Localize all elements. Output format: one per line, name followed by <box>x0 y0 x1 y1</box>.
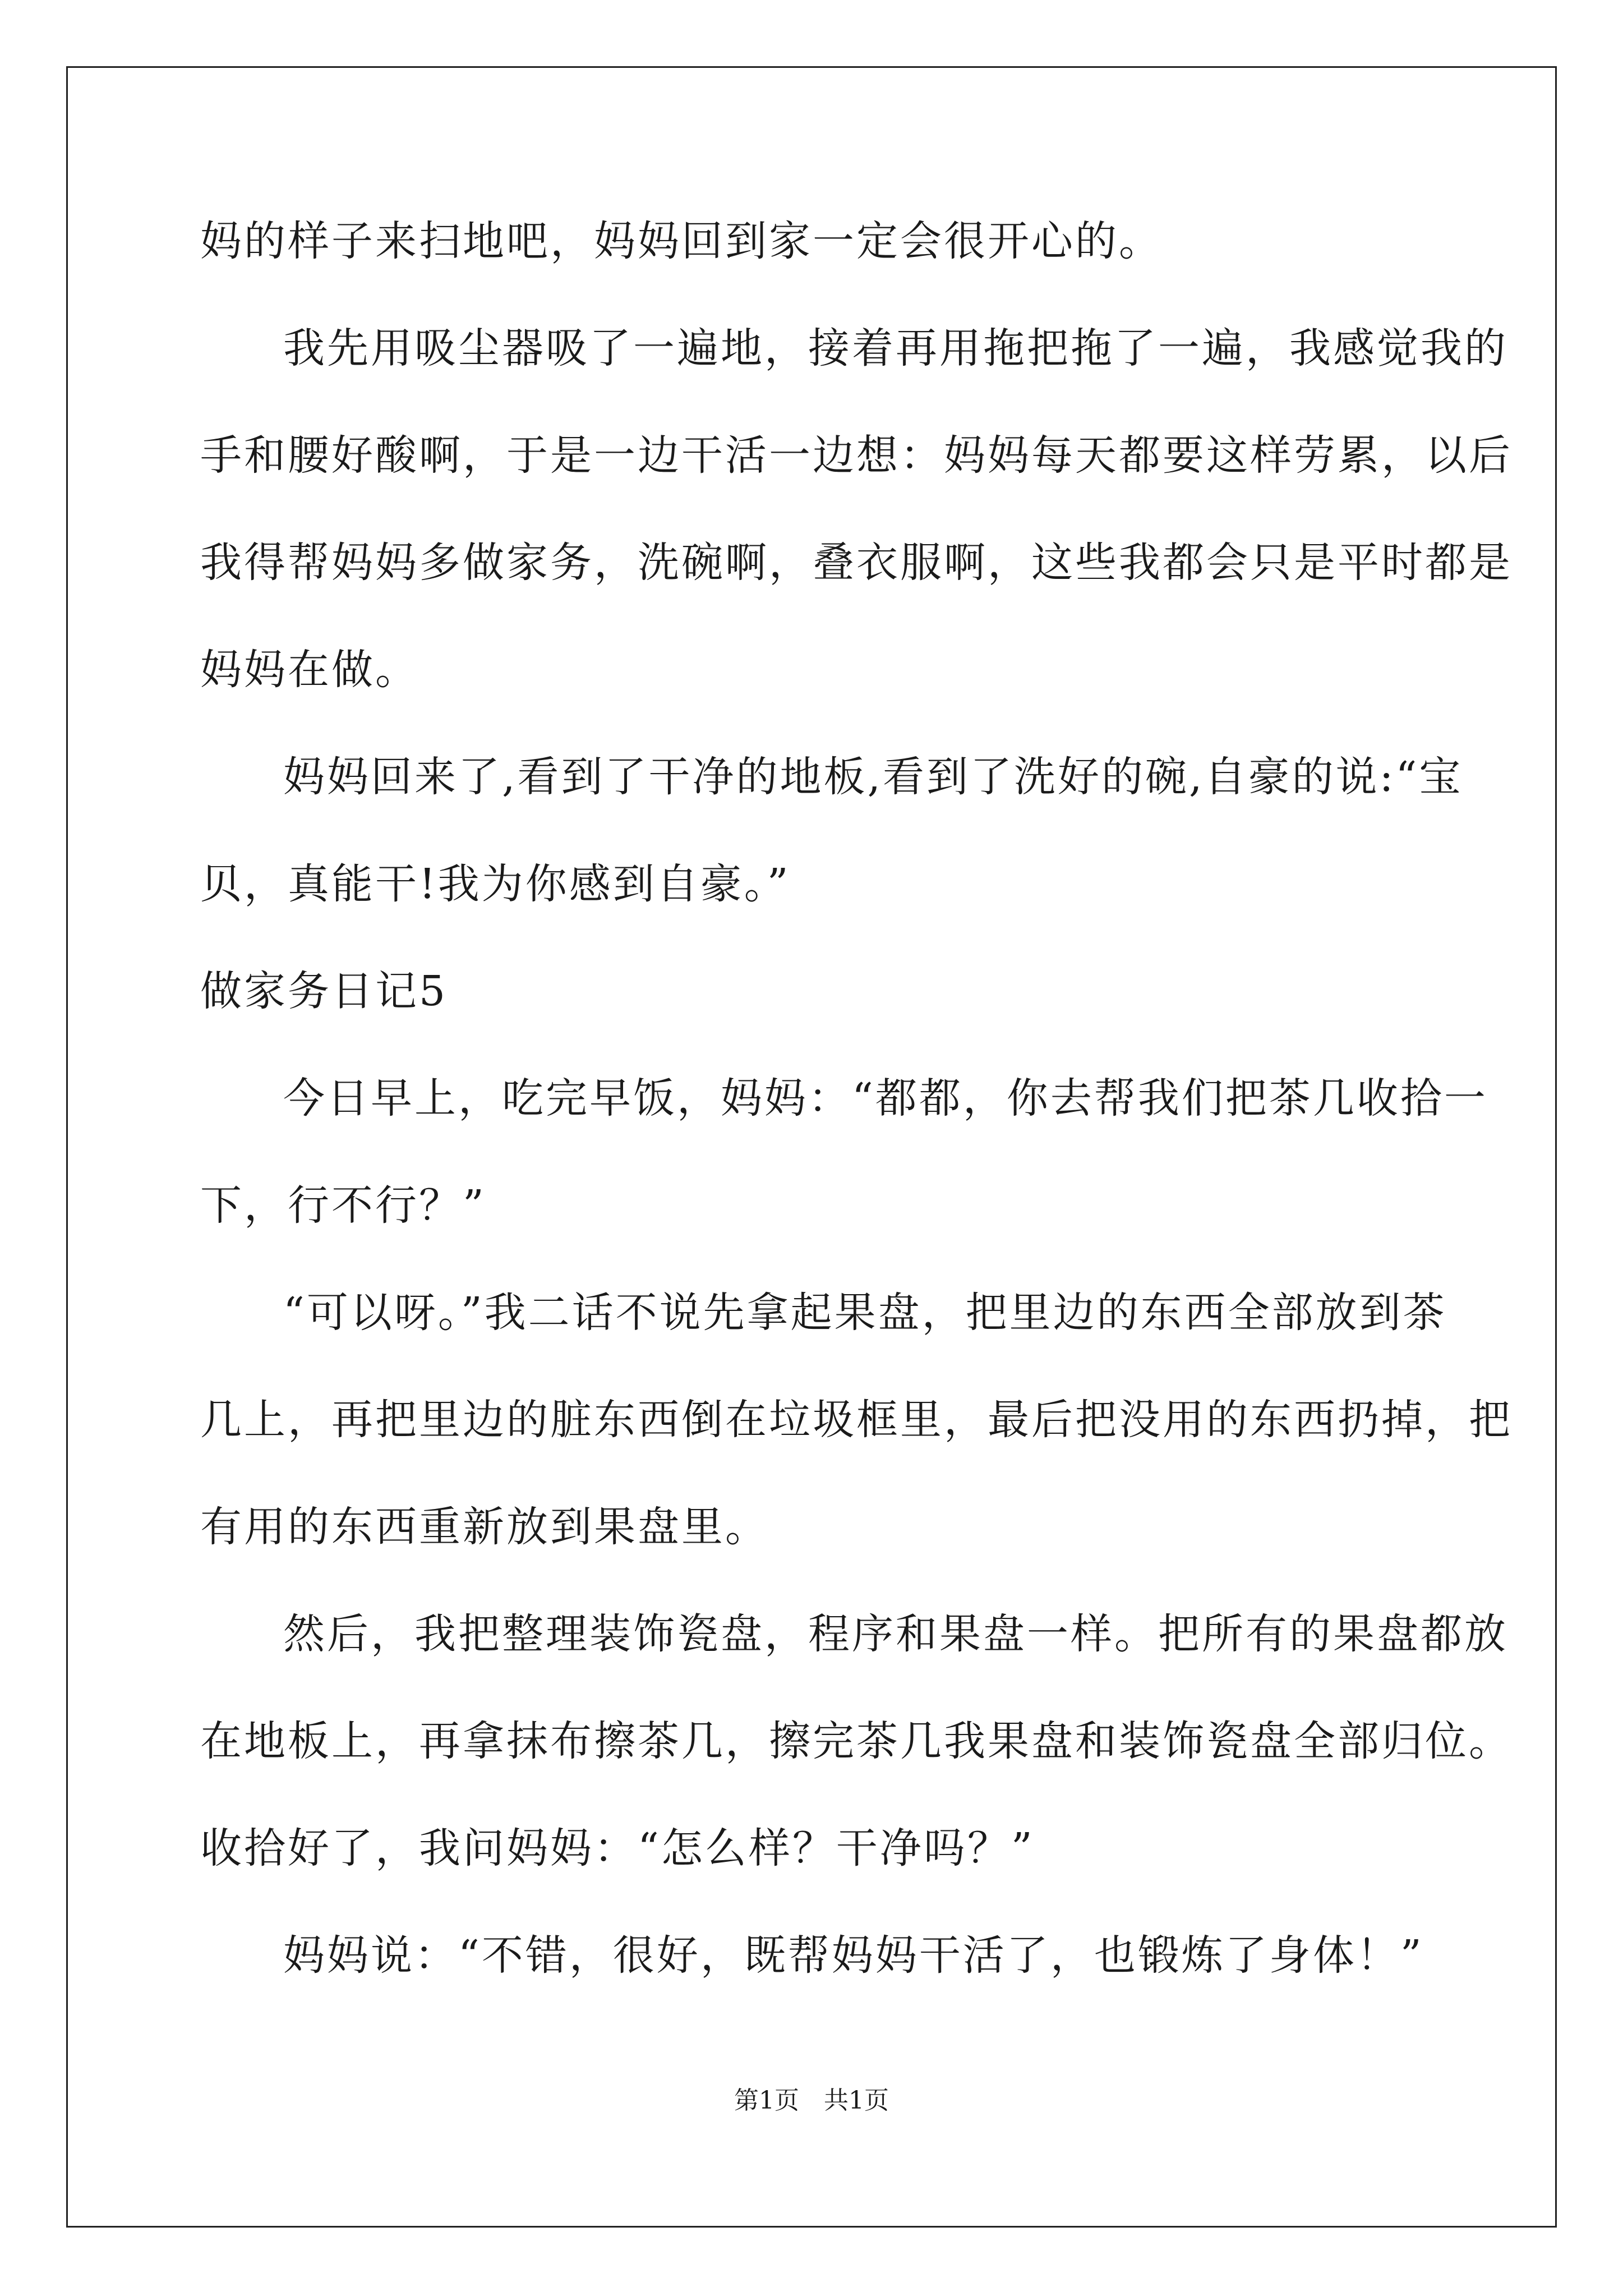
section-heading: 做家务日记5 <box>200 967 448 1015</box>
paragraph-first-line: 然后，我把整理装饰瓷盘，程序和果盘一样。把所有的果盘都放 <box>283 1610 1508 1658</box>
text-line: 手和腰好酸啊，于是一边干活一边想：妈妈每天都要这样劳累，以后 <box>200 431 1513 480</box>
paragraph-first-line: 妈妈回来了,看到了干净的地板,看到了洗好的碗,自豪的说:“宝 <box>283 753 1463 801</box>
paragraph-first-line: 妈妈说：“不错，很好，既帮妈妈干活了，也锻炼了身体！” <box>283 1931 1424 1980</box>
text-line: 收拾好了，我问妈妈：“怎么样？干净吗？” <box>200 1824 1035 1872</box>
text-line: 妈妈在做。 <box>200 646 419 694</box>
paragraph-first-line: “可以呀。”我二话不说先拿起果盘，把里边的东西全部放到茶 <box>283 1289 1447 1337</box>
text-line: 下，行不行？” <box>200 1181 486 1230</box>
paragraph-first-line: 今日早上，吃完早饭，妈妈：“都都，你去帮我们把茶几收拾一 <box>283 1074 1488 1122</box>
text-line: 妈的样子来扫地吧，妈妈回到家一定会很开心的。 <box>200 217 1163 265</box>
paragraph-first-line: 我先用吸尘器吸了一遍地，接着再用拖把拖了一遍，我感觉我的 <box>283 324 1508 372</box>
text-line: 贝，真能干!我为你感到自豪。” <box>200 860 791 908</box>
text-line: 有用的东西重新放到果盘里。 <box>200 1503 769 1551</box>
text-line: 几上，再把里边的脏东西倒在垃圾框里，最后把没用的东西扔掉，把 <box>200 1396 1513 1444</box>
text-line: 在地板上，再拿抹布擦茶几，擦完茶几我果盘和装饰瓷盘全部归位。 <box>200 1717 1513 1765</box>
document-body <box>200 210 1513 2032</box>
text-line: 我得帮妈妈多做家务，洗碗啊，叠衣服啊，这些我都会只是平时都是 <box>200 539 1513 587</box>
page-number-footer: 第1页 共1页 <box>734 2086 889 2115</box>
